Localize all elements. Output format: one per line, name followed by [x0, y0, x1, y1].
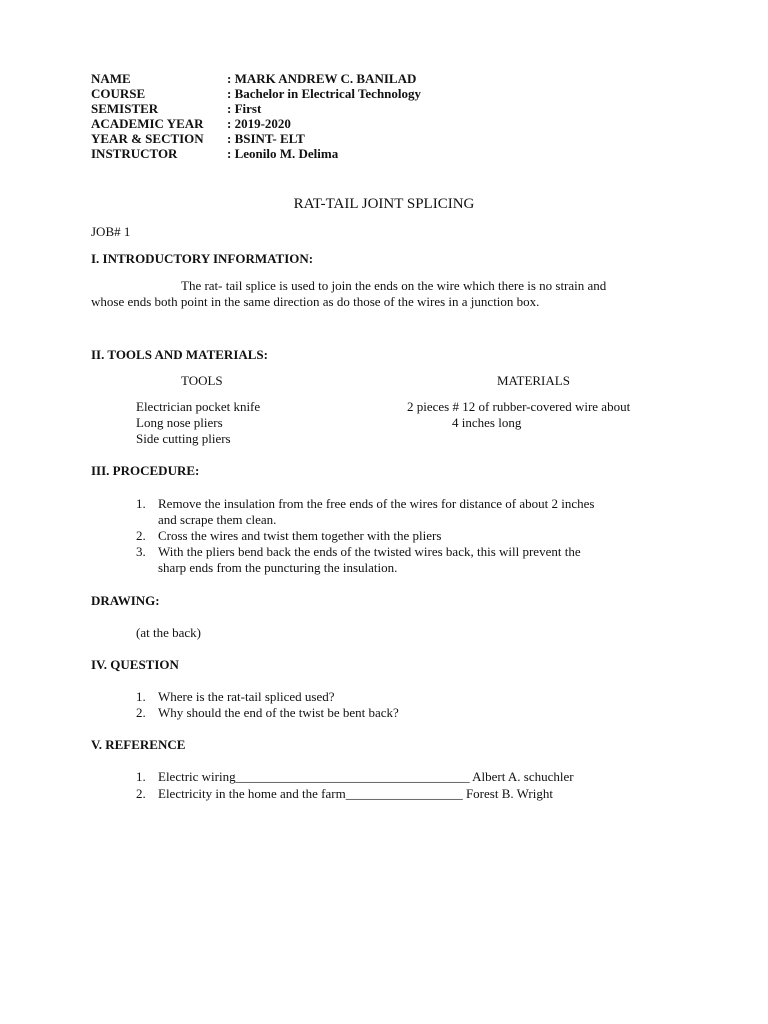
reference-heading: V. REFERENCE: [91, 737, 186, 752]
intro-heading: I. INTRODUCTORY INFORMATION:: [91, 251, 314, 266]
info-label-name: NAME: [91, 71, 131, 86]
reference-text: Electric wiring____________________________________ Albert A. schuchler: [158, 769, 574, 784]
info-value-course: : Bachelor in Electrical Technology: [227, 86, 422, 101]
document-title: RAT-TAIL JOINT SPLICING: [293, 196, 475, 212]
job-number: JOB# 1: [91, 224, 131, 239]
question-heading: IV. QUESTION: [91, 657, 179, 672]
procedure-step-number: 1.: [136, 496, 146, 511]
drawing-heading: DRAWING:: [91, 593, 160, 608]
procedure-step-text-continued: and scrape them clean.: [158, 512, 277, 527]
question-text: Where is the rat-tail spliced used?: [158, 689, 335, 704]
info-label-course: COURSE: [91, 86, 146, 101]
info-label-academic-year: ACADEMIC YEAR: [91, 116, 204, 131]
tool-item: Electrician pocket knife: [136, 399, 261, 414]
question-number: 1.: [136, 689, 146, 704]
procedure-step-number: 3.: [136, 544, 146, 559]
intro-line-2: whose ends both point in the same direction as do those of the wires in a junction box.: [91, 294, 540, 309]
tools-materials-heading: II. TOOLS AND MATERIALS:: [91, 347, 268, 362]
material-item-line-1: 2 pieces # 12 of rubber-covered wire about: [407, 399, 631, 414]
info-label-semister: SEMISTER: [91, 101, 159, 116]
materials-column-header: MATERIALS: [497, 373, 570, 388]
reference-number: 2.: [136, 786, 146, 801]
info-value-semister: : First: [227, 101, 262, 116]
info-label-instructor: INSTRUCTOR: [91, 146, 178, 161]
reference-number: 1.: [136, 769, 146, 784]
procedure-step-text: Remove the insulation from the free ends of the wires for distance of about 2 inches: [158, 496, 595, 511]
procedure-step-text: With the pliers bend back the ends of the twisted wires back, this will prevent the: [158, 544, 581, 559]
info-value-year-section: : BSINT- ELT: [227, 131, 305, 146]
info-label-year-section: YEAR & SECTION: [91, 131, 204, 146]
procedure-step-text: Cross the wires and twist them together with the pliers: [158, 528, 442, 543]
intro-line-1: The rat- tail splice is used to join the ends on the wire which there is no strain and: [181, 278, 607, 293]
tool-item: Side cutting pliers: [136, 431, 231, 446]
procedure-step-text-continued: sharp ends from the puncturing the insulation.: [158, 560, 398, 575]
question-number: 2.: [136, 705, 146, 720]
drawing-note: (at the back): [136, 625, 201, 640]
question-text: Why should the end of the twist be bent back?: [158, 705, 399, 720]
tool-item: Long nose pliers: [136, 415, 223, 430]
reference-text: Electricity in the home and the farm__________________ Forest B. Wright: [158, 786, 553, 801]
info-value-instructor: : Leonilo M. Delima: [227, 146, 339, 161]
material-item-line-2: 4 inches long: [452, 415, 522, 430]
procedure-heading: III. PROCEDURE:: [91, 463, 200, 478]
info-value-name: : MARK ANDREW C. BANILAD: [227, 71, 417, 86]
procedure-step-number: 2.: [136, 528, 146, 543]
tools-column-header: TOOLS: [181, 373, 223, 388]
info-value-academic-year: : 2019-2020: [227, 116, 291, 131]
